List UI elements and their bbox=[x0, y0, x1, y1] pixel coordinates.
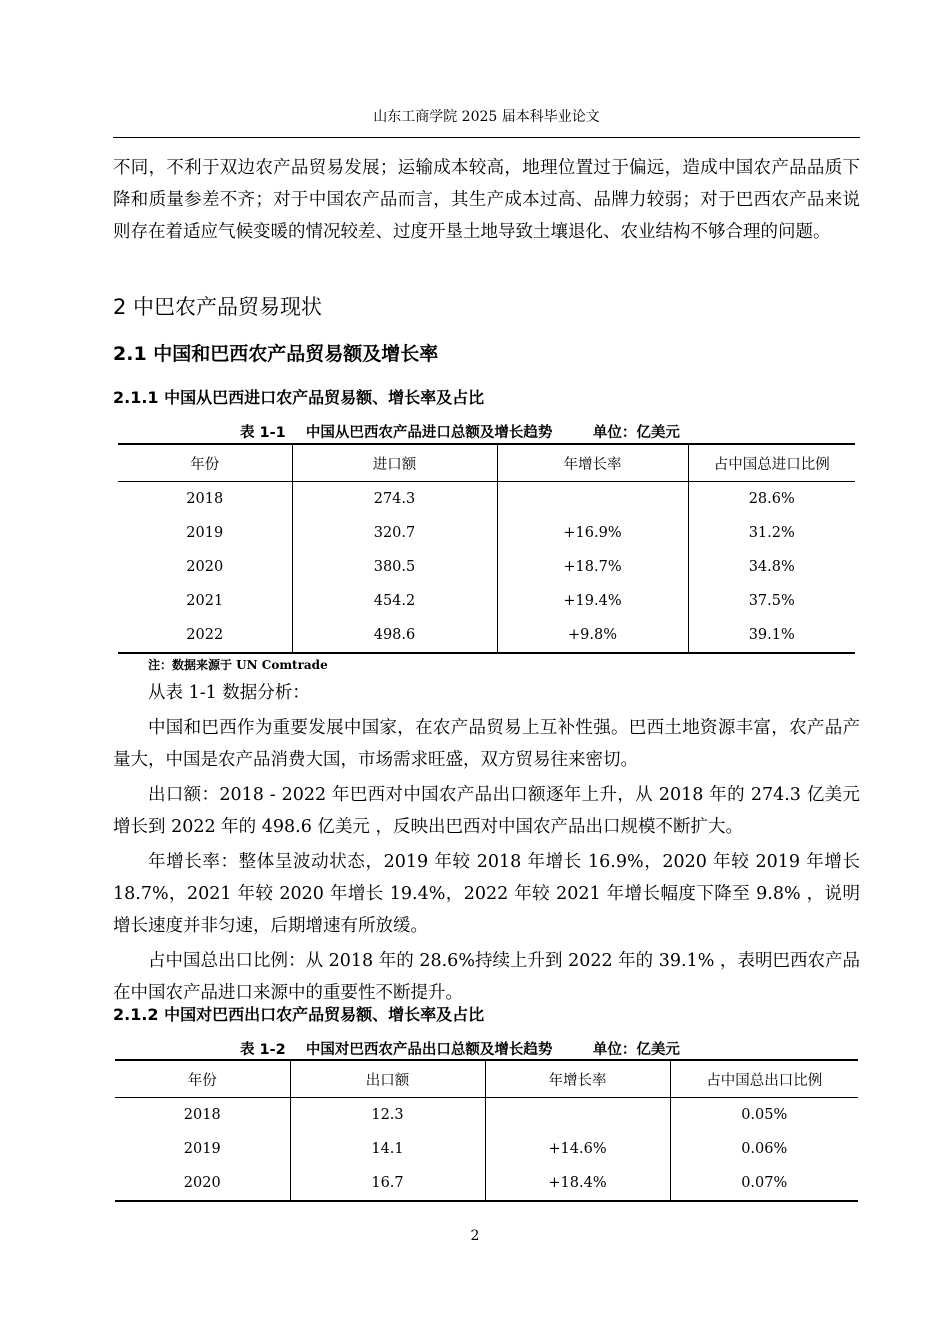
paragraph: 年增长率：整体呈波动状态，2019 年较 2018 年增长 16.9%，2020 年较 2019 年增长 18.7%，2021 年较 2020 年增长 19.4%，2022 年较 2021 年增长幅度下降至 9.8% ，说明增长速度并非匀速，后期增速有所放缓。 bbox=[113, 852, 860, 936]
table-row bbox=[115, 1132, 858, 1166]
table-cell: 37.5% bbox=[688, 584, 855, 618]
table-cell: 39.1% bbox=[688, 618, 855, 653]
table-cell: +16.9% bbox=[497, 516, 688, 550]
table-cell bbox=[497, 482, 688, 517]
table-cell: 31.2% bbox=[688, 516, 855, 550]
section-heading-2-1-1: 2.1.1 中国从巴西进口农产品贸易额、增长率及占比 bbox=[113, 388, 485, 407]
table-cell: 320.7 bbox=[292, 516, 497, 550]
table-cell: 28.6% bbox=[688, 482, 855, 517]
column-header: 年增长率 bbox=[497, 444, 688, 482]
table-cell: 14.1 bbox=[290, 1132, 485, 1166]
table-row bbox=[115, 1166, 858, 1201]
column-header: 年份 bbox=[115, 1060, 290, 1098]
table2-caption: 表 1-2 中国对巴西农产品出口总额及增长趋势 单位：亿美元 bbox=[240, 1042, 680, 1058]
table-cell: 2018 bbox=[186, 491, 224, 507]
table-cell: 454.2 bbox=[292, 584, 497, 618]
analysis-body bbox=[113, 677, 860, 1009]
header-divider bbox=[113, 137, 860, 138]
table-cell bbox=[485, 1098, 670, 1133]
table-cell: 2020 bbox=[183, 1175, 221, 1191]
column-header: 出口额 bbox=[290, 1060, 485, 1098]
table-cell: 12.3 bbox=[290, 1098, 485, 1133]
table-cell: 34.8% bbox=[688, 550, 855, 584]
table-cell: 2021 bbox=[186, 593, 224, 609]
table-cell: 380.5 bbox=[292, 550, 497, 584]
section-heading-2: 2 中巴农产品贸易现状 bbox=[113, 295, 323, 319]
table-cell: 2019 bbox=[183, 1141, 221, 1157]
page-number: 2 bbox=[470, 1228, 480, 1244]
table-cell: +18.4% bbox=[485, 1166, 670, 1201]
table-row bbox=[115, 1098, 858, 1133]
table-cell: 498.6 bbox=[292, 618, 497, 653]
table-cell: +14.6% bbox=[485, 1132, 670, 1166]
table-row bbox=[118, 516, 855, 550]
paragraph: 出口额：2018 - 2022 年巴西对中国农产品出口额逐年上升，从 2018 年的 274.3 亿美元增长到 2022 年的 498.6 亿美元 ，反映出巴西对中国农产品出口规模不断扩大。 bbox=[113, 785, 860, 837]
paragraph: 中国和巴西作为重要发展中国家，在农产品贸易上互补性强。巴西土地资源丰富，农产品产量大，中国是农产品消费大国，市场需求旺盛，双方贸易往来密切。 bbox=[113, 718, 860, 770]
table-row bbox=[118, 618, 855, 653]
table-cell: 274.3 bbox=[292, 482, 497, 517]
table-row bbox=[118, 550, 855, 584]
section-heading-2-1-2: 2.1.2 中国对巴西出口农产品贸易额、增长率及占比 bbox=[113, 1005, 485, 1024]
intro-paragraph: 不同，不利于双边农产品贸易发展；运输成本较高，地理位置过于偏远，造成中国农产品品质下降和质量参差不齐；对于中国农产品而言，其生产成本过高、品牌力较弱；对于巴西农产品来说则存在着适应气候变暖的情况较差、过度开垦土地导致土壤退化、农业结构不够合理的问题。 bbox=[113, 158, 860, 242]
table-cell: +19.4% bbox=[497, 584, 688, 618]
column-header: 占中国总进口比例 bbox=[688, 444, 855, 482]
table-cell: 2018 bbox=[183, 1107, 221, 1123]
section-heading-2-1: 2.1 中国和巴西农产品贸易额及增长率 bbox=[113, 343, 439, 365]
table-row bbox=[118, 584, 855, 618]
table-cell: 2019 bbox=[186, 525, 224, 541]
table-export bbox=[115, 1059, 858, 1202]
table-cell: +18.7% bbox=[497, 550, 688, 584]
column-header: 年份 bbox=[118, 444, 292, 482]
paragraph: 从表 1-1 数据分析： bbox=[148, 683, 310, 703]
table1-caption: 表 1-1 中国从巴西农产品进口总额及增长趋势 单位：亿美元 bbox=[240, 425, 680, 441]
table-cell: 2020 bbox=[186, 559, 224, 575]
table-note: 注：数据来源于 UN Comtrade bbox=[148, 658, 328, 672]
table-cell: 2022 bbox=[186, 627, 224, 643]
column-header: 年增长率 bbox=[485, 1060, 670, 1098]
table-cell: 0.05% bbox=[670, 1098, 858, 1133]
table-cell: 0.06% bbox=[670, 1132, 858, 1166]
page-header: 山东工商学院 2025 届本科毕业论文 bbox=[373, 109, 600, 125]
column-header: 占中国总出口比例 bbox=[670, 1060, 858, 1098]
table-cell: +9.8% bbox=[497, 618, 688, 653]
table-import bbox=[118, 443, 855, 654]
table-cell: 0.07% bbox=[670, 1166, 858, 1201]
column-header: 进口额 bbox=[292, 444, 497, 482]
table-cell: 16.7 bbox=[290, 1166, 485, 1201]
paragraph: 占中国总出口比例：从 2018 年的 28.6%持续上升到 2022 年的 39.1% ，表明巴西农产品在中国农产品进口来源中的重要性不断提升。 bbox=[113, 951, 860, 1003]
table-row bbox=[118, 482, 855, 517]
